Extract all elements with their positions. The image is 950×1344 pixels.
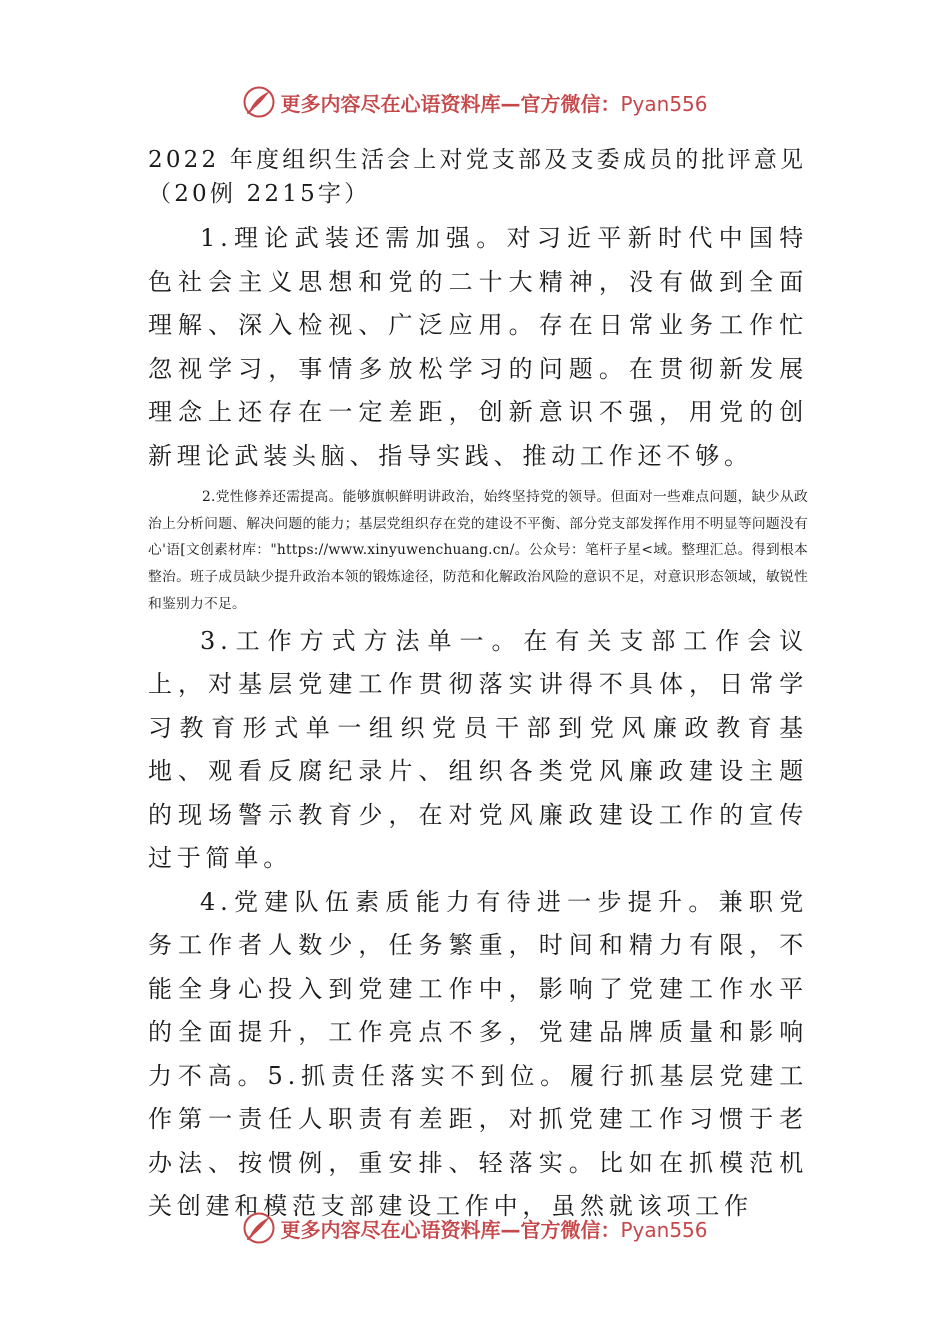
document-title: 2022 年度组织生活会上对党支部及支委成员的批评意见（20例 2215字）	[148, 147, 807, 207]
watermark-wechat-id: Pyan556	[620, 1217, 708, 1242]
paragraph-3: 3.工作方式方法单一。在有关支部工作会议上，对基层党建工作贯彻落实讲得不具体，日常学习教育形式单一组织党员干部到党风廉政教育基地、观看反腐纪录片、组织各类党风廉政建设主题的现场警示教育少，在对党风廉政建设工作的宣传过于简单。	[148, 626, 808, 873]
paragraph-1: 1.理论武装还需加强。对习近平新时代中国特色社会主义思想和党的二十大精神，没有做到全面理解、深入检视、广泛应用。存在日常业务工作忙忽视学习，事情多放松学习的问题。在贯彻新发展理念上还存在一定差距，创新意识不强，用党的创新理论武装头脑、指导实践、推动工作还不够。	[148, 224, 808, 470]
watermark-text: 更多内容尽在心语资料库—官方微信：Pyan556	[280, 91, 708, 116]
pen-logo-icon	[242, 1211, 276, 1245]
watermark-banner-bottom	[0, 1208, 950, 1248]
watermark-text: 更多内容尽在心语资料库—官方微信：Pyan556	[280, 1217, 708, 1242]
paragraph-2: 2.党性修养还需提高。能够旗帜鲜明讲政治，始终坚持党的领导。但面对一些难点问题，缺少从政治上分析问题、解决问题的能力；基层党组织存在党的建设不平衡、部分党支部发挥作用不明显等问题没有心'语[文创素材库："https://www.xinyuwenchuang.cn/。公众号：笔杆子星<域。整理汇总。得到根本整治。班子成员缺少提升政治本领的锻炼途径，防范和化解政治风险的意识不足，对意识形态领域，敏锐性和鉴别力不足。	[148, 489, 808, 612]
watermark-wechat-id: Pyan556	[620, 91, 708, 116]
paragraph-4: 4.党建队伍素质能力有待进一步提升。兼职党务工作者人数少，任务繁重，时间和精力有限，不能全身心投入到党建工作中，影响了党建工作水平的全面提升，工作亮点不多，党建品牌质量和影响力不高。5.抓责任落实不到位。履行抓基层党建工作第一责任人职责有差距，对抓党建工作习惯于老办法、按惯例，重安排、轻落实。比如在抓模范机关创建和模范支部建设工作中，虽然就该项工作	[148, 887, 808, 1221]
watermark-banner-top	[0, 82, 950, 122]
document-body	[148, 143, 808, 1229]
pen-logo-icon	[242, 85, 276, 119]
